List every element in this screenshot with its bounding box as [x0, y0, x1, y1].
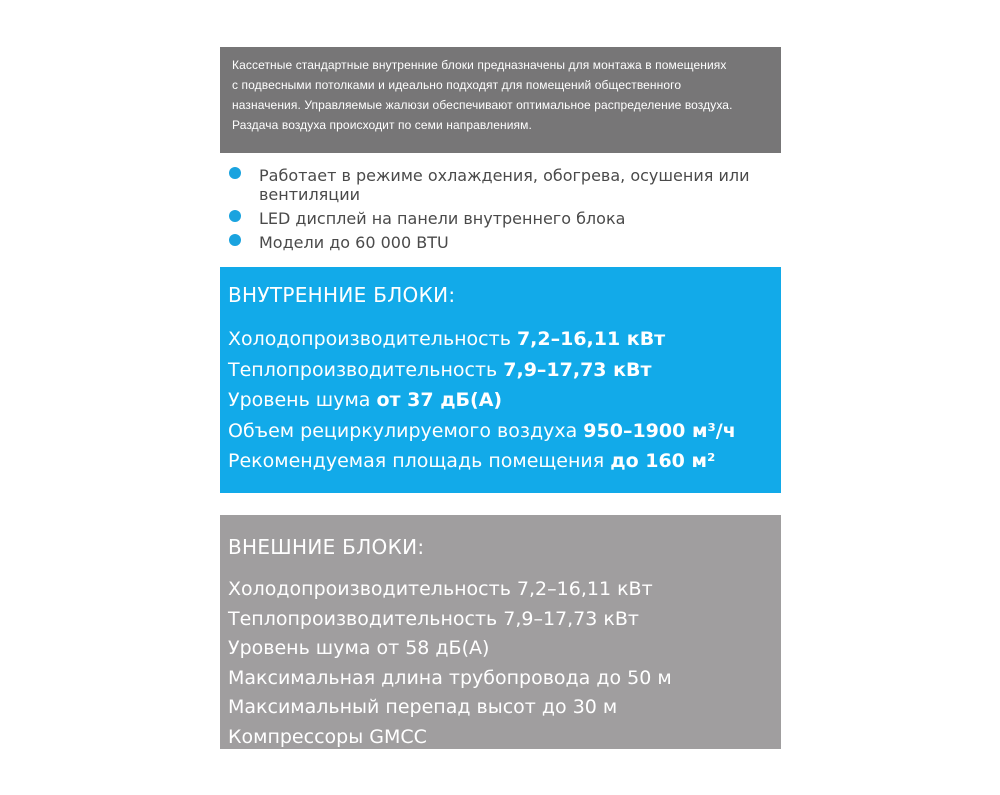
intro-line: с подвесными потолками и идеально подходят для помещений общественного: [232, 78, 682, 92]
spec-value: от 37 дБ(А): [376, 389, 503, 411]
outdoor-units-title: ВНЕШНИЕ БЛОКИ:: [228, 535, 425, 559]
outdoor-spec-item: Максимальная длина трубопровода до 50 м: [228, 666, 672, 689]
intro-line: Кассетные стандартные внутренние блоки предназначены для монтажа в помещениях: [232, 58, 727, 72]
intro-description-block: [220, 47, 781, 153]
outdoor-specs-list: [228, 575, 781, 752]
indoor-spec-item: [228, 385, 781, 416]
intro-line: Раздача воздуха происходит по семи направлениям.: [232, 118, 532, 132]
indoor-specs-list: [228, 324, 781, 477]
spec-label: Уровень шума: [228, 389, 377, 411]
bullet-dot-icon: [229, 234, 241, 246]
indoor-spec-item: [228, 355, 781, 386]
indoor-spec-item: [228, 446, 781, 477]
feature-item: [226, 209, 786, 228]
intro-line: назначения. Управляемые жалюзи обеспечивают оптимальное распределение воздуха.: [232, 98, 733, 112]
outdoor-spec-item: Максимальный перепад высот до 30 м: [228, 696, 618, 718]
outdoor-spec-item: Теплопроизводительность 7,9–17,73 кВт: [228, 607, 639, 630]
bullet-dot-icon: [229, 210, 241, 222]
spec-label: Рекомендуемая площадь помещения: [228, 450, 611, 472]
outdoor-spec-item: Уровень шума от 58 дБ(А): [228, 637, 490, 659]
feature-item: [226, 166, 786, 204]
outdoor-units-panel: [220, 515, 781, 749]
spec-value: 7,2–16,11 кВт: [516, 328, 666, 350]
feature-text: Модели до 60 000 BTU: [259, 233, 449, 252]
spec-value: до 160 м²: [610, 450, 716, 472]
indoor-units-panel: [220, 267, 781, 493]
bullet-dot-icon: [229, 167, 241, 179]
spec-value: 7,9–17,73 кВт: [503, 358, 652, 381]
spec-value: 950–1900 м³/ч: [583, 419, 736, 442]
indoor-spec-item: [228, 416, 781, 447]
feature-text: LED дисплей на панели внутреннего блока: [259, 209, 626, 228]
outdoor-spec-item: Компрессоры GMCC: [228, 725, 427, 748]
feature-item: [226, 233, 786, 252]
outdoor-spec-item: Холодопроизводительность 7,2–16,11 кВт: [228, 578, 653, 600]
indoor-units-title: ВНУТРЕННИЕ БЛОКИ:: [228, 283, 456, 307]
feature-text: Работает в режиме охлаждения, обогрева, осушения или вентиляции: [259, 166, 750, 204]
spec-label: Объем рециркулируемого воздуха: [228, 419, 584, 442]
indoor-spec-item: [228, 324, 781, 355]
spec-label: Холодопроизводительность: [228, 328, 517, 350]
feature-list: [226, 166, 786, 257]
spec-label: Теплопроизводительность: [228, 358, 504, 381]
